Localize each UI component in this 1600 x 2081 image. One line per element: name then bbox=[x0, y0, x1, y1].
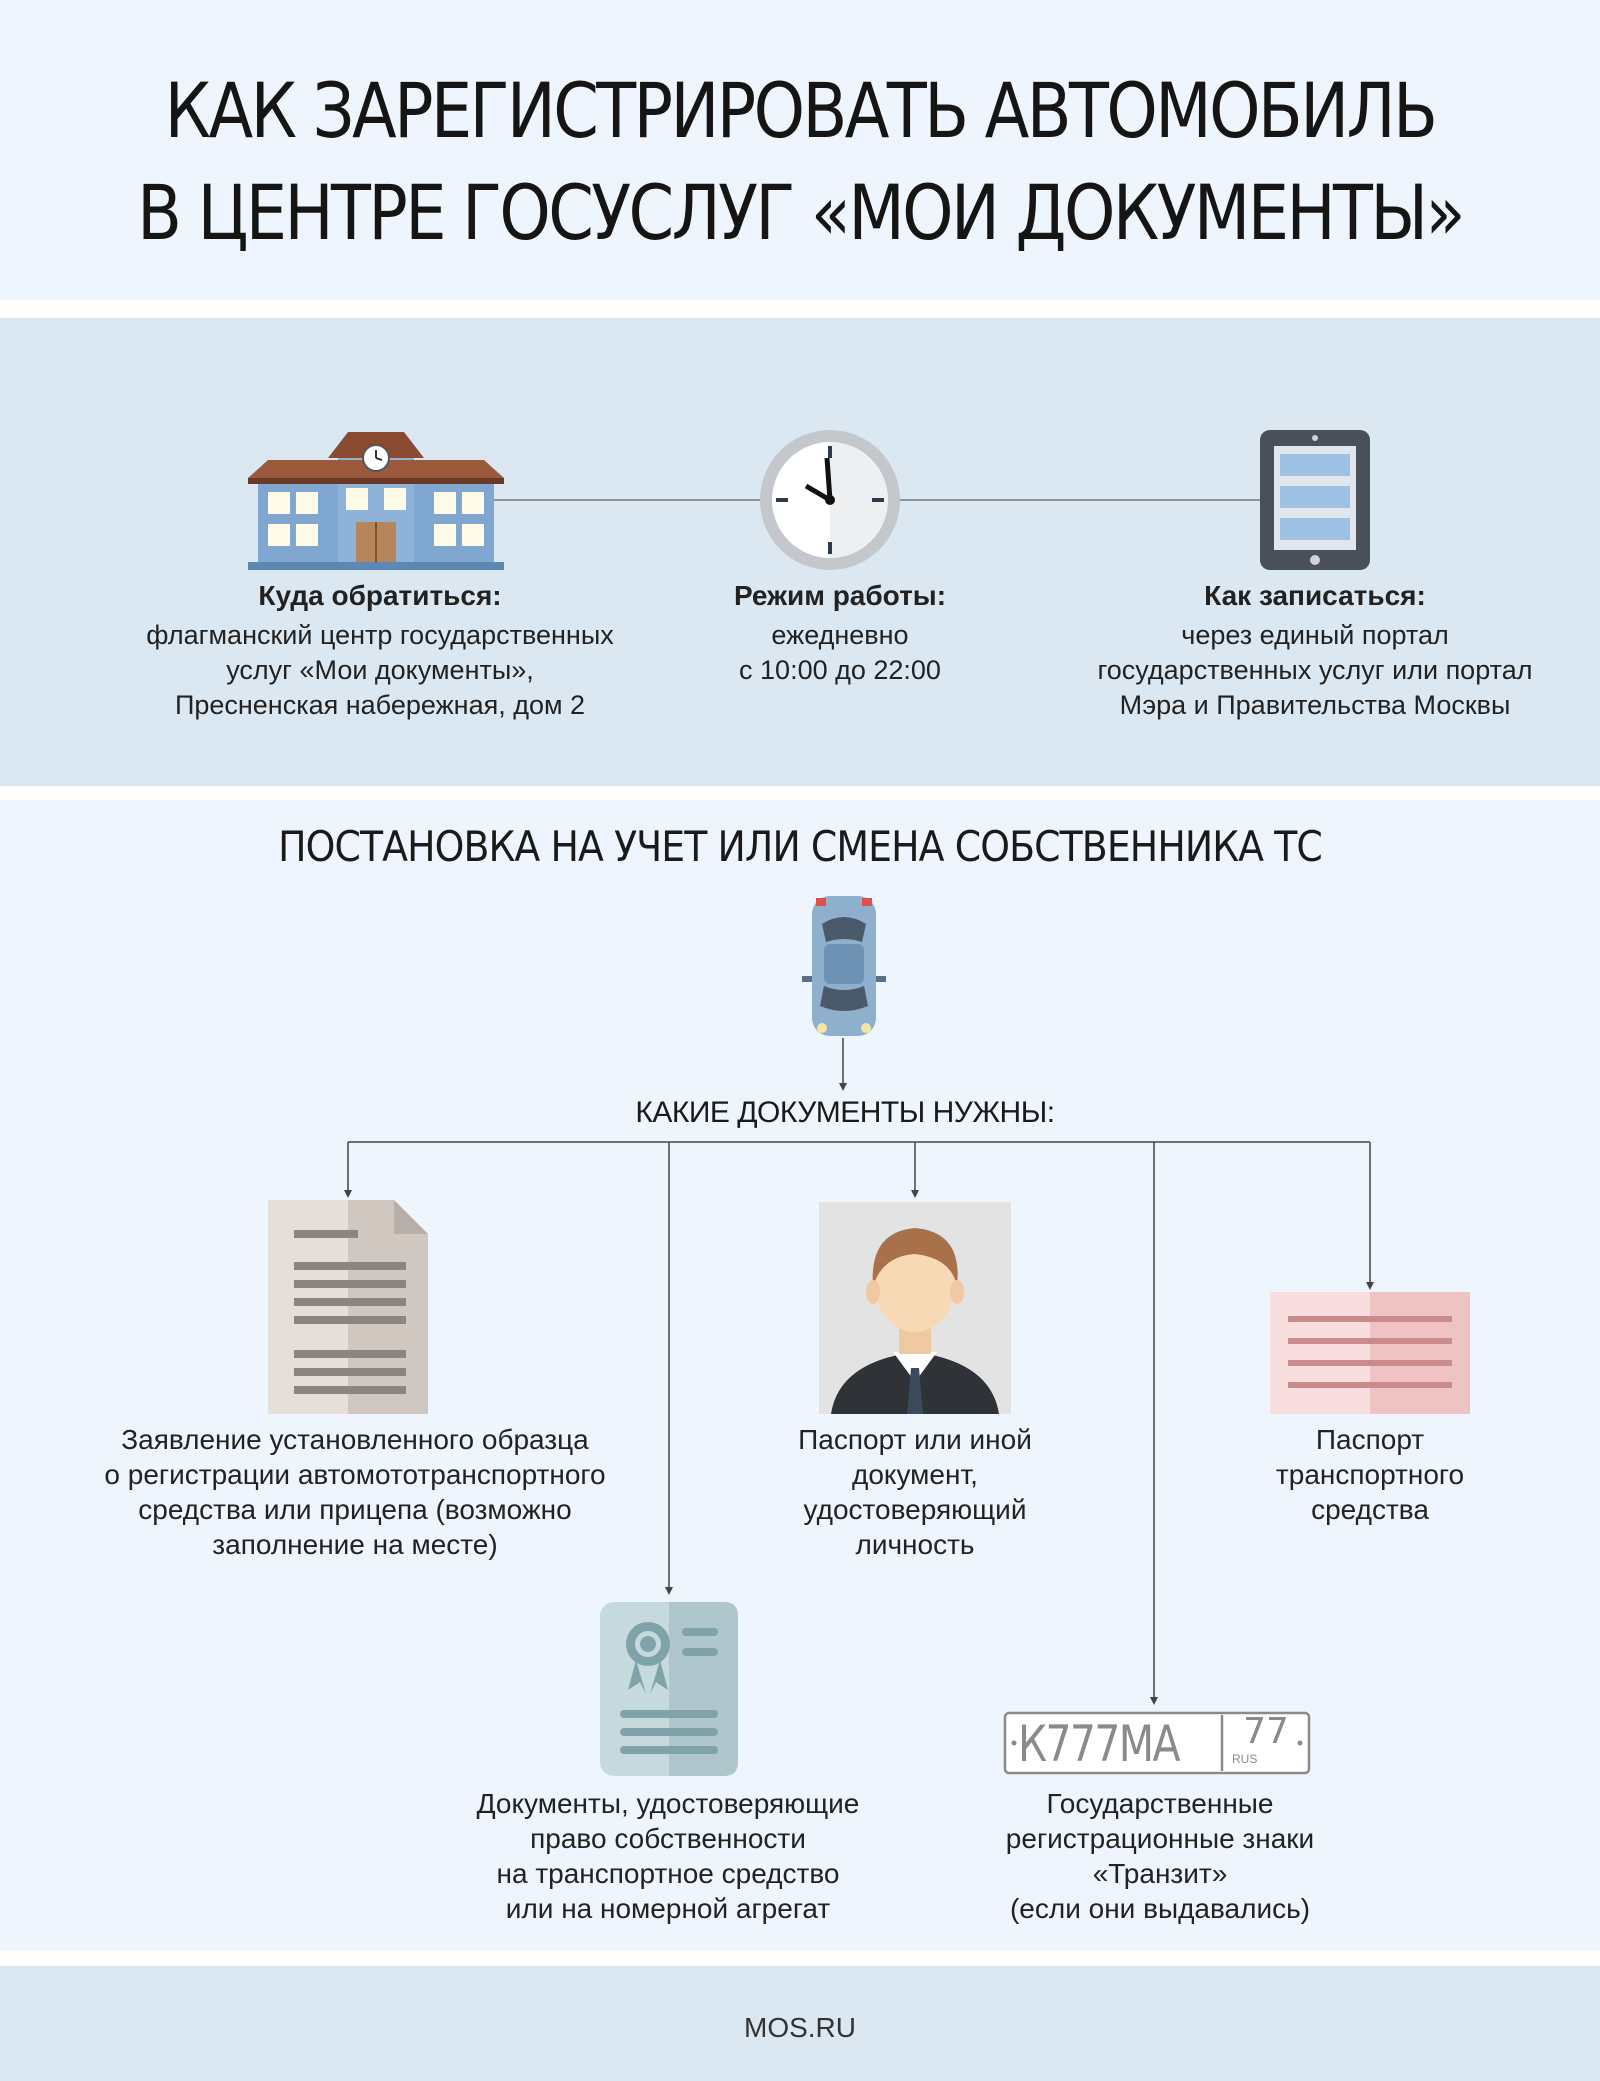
title-line-2: В ЦЕНТРЕ ГОСУСЛУГ «МОИ ДОКУМЕНТЫ» bbox=[137, 168, 1463, 257]
document-icon bbox=[268, 1200, 428, 1414]
doc-passport-text: Паспорт или иной документ, удостоверяющий личность bbox=[798, 1424, 1032, 1560]
info-where-text: флагманский центр государственных услуг «Мои документы», Пресненская набережная, дом 2 bbox=[146, 620, 614, 720]
info-signup-heading: Как записаться: bbox=[1204, 580, 1426, 611]
vehicle-passport-icon bbox=[1270, 1292, 1470, 1414]
info-where bbox=[100, 580, 660, 723]
info-where-heading: Куда обратиться: bbox=[258, 580, 502, 611]
info-signup-text: через единый портал государственных услуг или портал Мэра и Правительства Москвы bbox=[1097, 620, 1533, 720]
info-hours-text: ежедневно с 10:00 до 22:00 bbox=[739, 620, 941, 685]
info-signup bbox=[1070, 580, 1560, 723]
documents-heading: КАКИЕ ДОКУМЕНТЫ НУЖНЫ: bbox=[635, 1096, 1055, 1129]
section-title: ПОСТАНОВКА НА УЧЕТ ИЛИ СМЕНА СОБСТВЕННИКА ТС bbox=[278, 822, 1322, 871]
doc-ownership-text: Документы, удостоверяющие право собственности на транспортное средство или на номерной агрегат bbox=[476, 1788, 860, 1924]
footer-site[interactable]: MOS.RU bbox=[744, 2012, 856, 2043]
clock-icon bbox=[760, 430, 900, 570]
person-icon bbox=[819, 1202, 1011, 1414]
certificate-icon bbox=[600, 1602, 738, 1776]
tablet-icon bbox=[1260, 430, 1370, 570]
doc-vehicle-passport-text: Паспорт транспортного средства bbox=[1275, 1424, 1465, 1525]
license-plate bbox=[1004, 1712, 1310, 1774]
info-hours-heading: Режим работы: bbox=[733, 580, 947, 611]
plate-number: К777МА bbox=[1018, 1715, 1179, 1773]
info-hours bbox=[640, 580, 1040, 688]
plate-country: RUS bbox=[1232, 1752, 1258, 1766]
car-icon bbox=[800, 894, 888, 1038]
doc-plates-text: Государственные регистрационные знаки «Транзит» (если они выдавались) bbox=[1005, 1788, 1315, 1924]
doc-application-text: Заявление установленного образца о регистрации автомототранспортного средства или прицепа (возможно заполнение на месте) bbox=[104, 1424, 606, 1560]
title-line-1: КАК ЗАРЕГИСТРИРОВАТЬ АВТОМОБИЛЬ bbox=[164, 66, 1436, 155]
plate-region: 77 bbox=[1243, 1711, 1289, 1752]
building-icon bbox=[248, 430, 504, 570]
